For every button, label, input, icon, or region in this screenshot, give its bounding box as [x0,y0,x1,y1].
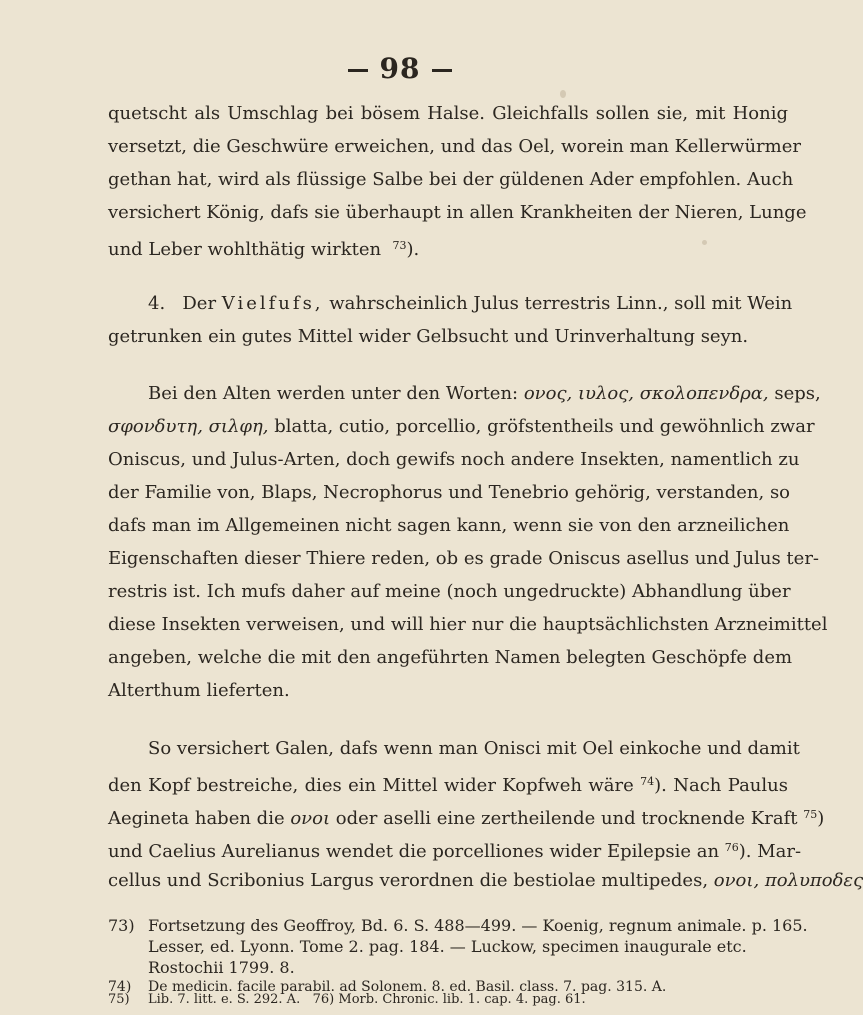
p4-line-5-greek: ονοι, πολυποδες [713,870,863,891]
p3-line-2-rest: blatta, cutio, porcellio, gröfstentheils und gewöhnlich zwar [274,416,815,437]
p4-line-3 [108,803,825,831]
p1-line-4: versichert König, dafs sie überhaupt in allen Krankheiten der Nieren, Lunge [108,202,807,223]
p4-line-4 [108,836,802,864]
footnote-73 [108,915,808,937]
paper-spot [702,240,707,245]
p4-line-5 [108,869,863,893]
p2-word: Der [182,293,217,314]
p1-line-5-text: und Leber wohlthätig wirkten [108,239,382,260]
p1-line-2: versetzt, die Geschwüre erweichen, und das Oel, worein man Kellerwürmer [108,136,801,157]
left-dash [348,69,368,72]
footnote-text: Lib. 7. litt. e. S. 292. A. [148,992,301,1007]
p4-line-5-start: cellus und Scribonius Largus verordnen die bestiolae multipedes, [108,870,709,891]
p4-line-3-greek: ονοι [290,808,331,829]
p2-number: 4. [148,293,166,314]
page-number-text: 98 [379,52,421,85]
footnote-ref-74: 74 [640,775,655,788]
p3-line-6: Eigenschaften dieser Thiere reden, ob es grade Oniscus asellus und Julus ter- [108,548,819,569]
p4-line-3-end: ) [817,808,825,829]
p4-line-1: So versichert Galen, dafs wenn man Onisci mit Oel einkoche und damit [148,738,800,759]
p3-line-1-greek: ονος, ιυλος, σκολοπενδρα, [523,383,769,404]
p3-line-1 [148,382,821,406]
footnote-mark: 75) [108,992,130,1007]
footnote-ref-76: 76 [724,841,739,854]
footnote-text: Morb. Chronic. lib. 1. cap. 4. pag. 61. [338,992,586,1007]
p3-line-5: dafs man im Allgemeinen nicht sagen kann, wenn sie von den arzneilichen [108,515,790,536]
p4-line-2-start: den Kopf bestreiche, dies ein Mittel wider Kopfweh wäre [108,775,634,796]
p3-line-8: diese Insekten verweisen, und will hier nur die hauptsächlichsten Arzneimittel [108,614,828,635]
p4-line-4-start: und Caelius Aurelianus wendet die porcelliones wider Epilepsie an [108,841,720,862]
footnote-mark: 73) [108,916,135,935]
footnote-73-cont-1: Lesser, ed. Lyonn. Tome 2. pag. 184. — Luckow, specimen inaugurale etc. [148,937,747,956]
p3-line-4: der Familie von, Blaps, Necrophorus und Tenebrio gehörig, verstanden, so [108,482,791,503]
footnote-mark: 76) [312,992,335,1007]
p4-line-4-end: ). Mar- [738,841,802,862]
p4-line-3-start: Aegineta haben die [108,808,285,829]
p3-line-7: restris ist. Ich mufs daher auf meine (noch ungedruckte) Abhandlung über [108,581,791,602]
p2-line-2: getrunken ein gutes Mittel wider Gelbsucht und Urinverhaltung seyn. [108,326,749,347]
p1-line-5: und Leber wohlthätig wirkten $^{73}$). [108,239,420,260]
footnote-ref-73: 73 [392,239,407,252]
p3-line-1-end: seps, [774,383,821,404]
right-dash [432,69,452,72]
p1-line-1: quetscht als Umschlag bei bösem Halse. Gleichfalls sollen sie, mit Honig [108,103,788,124]
p4-line-2-end: ). Nach Paulus [654,775,788,796]
p4-line-2 [108,770,788,798]
paper-spot [560,90,566,98]
p2-spaced-word: Vielfufs, [221,293,324,314]
p3-line-1-start: Bei den Alten werden unter den Worten: [148,383,519,404]
p2-line-1 [148,292,793,316]
p4-line-3-mid: oder aselli eine zertheilende und trocknende Kraft [335,808,798,829]
footnote-mark: 74) [108,979,132,995]
footnote-text: Fortsetzung des Geoffroy, Bd. 6. S. 488—499. — Koenig, regnum animale. p. 165. [148,916,808,935]
footnote-73-cont-2: Rostochii 1799. 8. [148,958,295,977]
p2-rest: wahrscheinlich Julus terrestris Linn., soll mit Wein [329,293,793,314]
footnote-ref-75: 75 [803,808,818,821]
p3-line-3: Oniscus, und Julus-Arten, doch gewifs noch andere Insekten, namentlich zu [108,449,800,470]
p3-line-10: Alterthum lieferten. [108,680,290,701]
p3-line-9: angeben, welche die mit den angeführten Namen belegten Geschöpfe dem [108,647,793,668]
p1-line-3: gethan hat, wird als flüssige Salbe bei der güldenen Ader empfohlen. Auch [108,169,794,190]
p3-line-2 [108,415,815,439]
page-number [0,52,800,85]
footnote-text: De medicin. facile parabil. ad Solonem. 8. ed. Basil. class. 7. pag. 315. A. [148,979,667,995]
footnote-75-76 [108,992,788,1007]
p3-line-2-greek: σφονδυτη, σιλφη, [108,416,269,437]
